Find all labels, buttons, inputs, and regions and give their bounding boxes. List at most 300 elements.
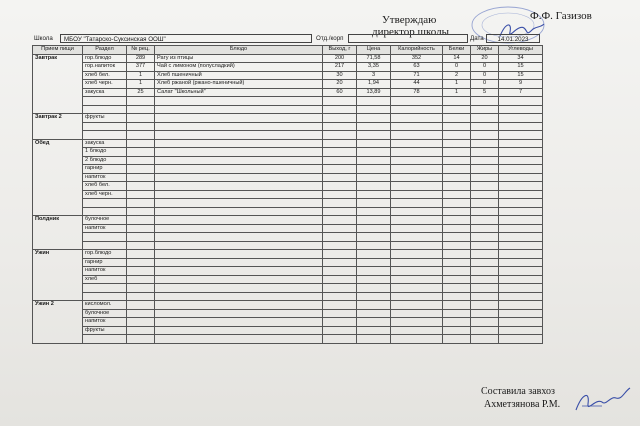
- cell-carbs: [499, 148, 543, 157]
- cell-protein: [443, 301, 471, 310]
- table-row: [33, 71, 543, 80]
- table-row: [33, 241, 543, 250]
- cell-kcal: [391, 182, 443, 191]
- table-row: [33, 284, 543, 293]
- cell-section: хлеб черн.: [83, 80, 127, 89]
- cell-carbs: [499, 105, 543, 114]
- table-row: [33, 148, 543, 157]
- cell-kcal: [391, 114, 443, 123]
- table-row: [33, 97, 543, 106]
- cell-protein: [443, 267, 471, 276]
- date-field: 14.01.2023: [486, 34, 540, 43]
- cell-dish: [155, 199, 323, 208]
- cell-yield: [323, 318, 357, 327]
- cell-section: [83, 207, 127, 216]
- cell-kcal: [391, 131, 443, 140]
- cell-protein: 14: [443, 54, 471, 63]
- cell-kcal: 78: [391, 88, 443, 97]
- cell-price: [357, 122, 391, 131]
- col-yield: Выход, г: [323, 46, 357, 55]
- table-row: [33, 207, 543, 216]
- cell-yield: [323, 114, 357, 123]
- menu-table: [32, 45, 543, 344]
- cell-section: [83, 284, 127, 293]
- cell-dish: [155, 165, 323, 174]
- cell-protein: [443, 114, 471, 123]
- cell-carbs: [499, 258, 543, 267]
- cell-section: гор.блюдо: [83, 250, 127, 259]
- cell-recipe: [127, 105, 155, 114]
- cell-fat: [471, 122, 499, 131]
- col-section: Раздел: [83, 46, 127, 55]
- cell-fat: [471, 216, 499, 225]
- cell-yield: [323, 292, 357, 301]
- cell-price: [357, 182, 391, 191]
- table-row: [33, 301, 543, 310]
- cell-yield: [323, 122, 357, 131]
- cell-dish: Хлеб пшеничный: [155, 71, 323, 80]
- cell-kcal: [391, 250, 443, 259]
- cell-recipe: [127, 233, 155, 242]
- cell-kcal: [391, 258, 443, 267]
- cell-fat: [471, 309, 499, 318]
- cell-kcal: [391, 335, 443, 344]
- cell-dish: [155, 301, 323, 310]
- cell-kcal: [391, 190, 443, 199]
- cell-price: [357, 267, 391, 276]
- cell-protein: [443, 216, 471, 225]
- cell-price: [357, 190, 391, 199]
- cell-dish: [155, 275, 323, 284]
- cell-price: 13,89: [357, 88, 391, 97]
- cell-fat: [471, 292, 499, 301]
- cell-section: [83, 97, 127, 106]
- table-row: [33, 131, 543, 140]
- cell-yield: 200: [323, 54, 357, 63]
- cell-fat: [471, 284, 499, 293]
- cell-section: [83, 105, 127, 114]
- cell-carbs: [499, 292, 543, 301]
- cell-recipe: [127, 267, 155, 276]
- meal-name: Обед: [33, 139, 83, 216]
- cell-protein: 1: [443, 88, 471, 97]
- cell-price: [357, 105, 391, 114]
- cell-dish: [155, 122, 323, 131]
- cell-protein: 1: [443, 80, 471, 89]
- cell-section: [83, 199, 127, 208]
- cell-carbs: 7: [499, 88, 543, 97]
- cell-recipe: 289: [127, 54, 155, 63]
- cell-price: [357, 301, 391, 310]
- col-carbs: Углеводы: [499, 46, 543, 55]
- cell-recipe: [127, 199, 155, 208]
- cell-kcal: [391, 165, 443, 174]
- cell-carbs: 15: [499, 71, 543, 80]
- cell-section: булочное: [83, 309, 127, 318]
- cell-recipe: [127, 190, 155, 199]
- cell-section: [83, 241, 127, 250]
- cell-fat: [471, 224, 499, 233]
- cell-yield: [323, 233, 357, 242]
- cell-recipe: [127, 207, 155, 216]
- cell-kcal: [391, 139, 443, 148]
- cell-recipe: [127, 258, 155, 267]
- table-row: [33, 139, 543, 148]
- cell-kcal: [391, 216, 443, 225]
- cell-carbs: [499, 122, 543, 131]
- cell-protein: [443, 224, 471, 233]
- cell-protein: [443, 97, 471, 106]
- cell-section: напиток: [83, 173, 127, 182]
- cell-protein: [443, 207, 471, 216]
- cell-fat: 5: [471, 88, 499, 97]
- cell-fat: [471, 114, 499, 123]
- cell-section: [83, 131, 127, 140]
- cell-kcal: [391, 148, 443, 157]
- cell-price: [357, 148, 391, 157]
- cell-section: булочное: [83, 216, 127, 225]
- cell-carbs: [499, 309, 543, 318]
- cell-recipe: [127, 122, 155, 131]
- cell-kcal: [391, 122, 443, 131]
- cell-carbs: 15: [499, 63, 543, 72]
- cell-carbs: [499, 335, 543, 344]
- cell-price: [357, 156, 391, 165]
- table-row: [33, 224, 543, 233]
- cell-yield: [323, 156, 357, 165]
- cell-price: 1,94: [357, 80, 391, 89]
- cell-protein: [443, 165, 471, 174]
- col-dish: Блюдо: [155, 46, 323, 55]
- cell-carbs: [499, 301, 543, 310]
- approve-line-1: Утверждаю: [382, 14, 437, 26]
- cell-price: [357, 326, 391, 335]
- table-row: [33, 335, 543, 344]
- cell-fat: 0: [471, 63, 499, 72]
- cell-section: напиток: [83, 267, 127, 276]
- cell-yield: 20: [323, 80, 357, 89]
- cell-dish: [155, 267, 323, 276]
- cell-section: хлеб: [83, 275, 127, 284]
- cell-kcal: [391, 284, 443, 293]
- cell-yield: [323, 190, 357, 199]
- cell-yield: [323, 207, 357, 216]
- cell-yield: [323, 241, 357, 250]
- cell-recipe: [127, 139, 155, 148]
- cell-yield: [323, 182, 357, 191]
- cell-carbs: [499, 199, 543, 208]
- meal-name: Завтрак 2: [33, 114, 83, 140]
- school-field: МБОУ "Татарско-Суксинская ООШ": [60, 34, 312, 43]
- cell-price: [357, 250, 391, 259]
- cell-carbs: [499, 250, 543, 259]
- cell-kcal: [391, 199, 443, 208]
- table-row: [33, 88, 543, 97]
- cell-protein: [443, 241, 471, 250]
- cell-carbs: 9: [499, 80, 543, 89]
- meal-name: Ужин 2: [33, 301, 83, 344]
- cell-dish: [155, 207, 323, 216]
- cell-dish: [155, 224, 323, 233]
- col-kcal: Калорийность: [391, 46, 443, 55]
- cell-recipe: [127, 301, 155, 310]
- cell-recipe: [127, 335, 155, 344]
- cell-dish: [155, 292, 323, 301]
- cell-kcal: [391, 292, 443, 301]
- cell-dish: [155, 318, 323, 327]
- cell-recipe: [127, 173, 155, 182]
- meal-name: Завтрак: [33, 54, 83, 114]
- table-row: [33, 173, 543, 182]
- cell-section: закуска: [83, 88, 127, 97]
- cell-carbs: [499, 190, 543, 199]
- cell-recipe: [127, 241, 155, 250]
- cell-dish: [155, 284, 323, 293]
- cell-price: [357, 97, 391, 106]
- cell-price: [357, 173, 391, 182]
- cell-section: [83, 233, 127, 242]
- cell-price: 3,35: [357, 63, 391, 72]
- cell-protein: [443, 105, 471, 114]
- col-price: Цена: [357, 46, 391, 55]
- cell-dish: Рагу из птицы: [155, 54, 323, 63]
- cell-recipe: [127, 148, 155, 157]
- cell-yield: [323, 301, 357, 310]
- cell-section: хлеб бел.: [83, 182, 127, 191]
- cell-recipe: [127, 131, 155, 140]
- table-row: [33, 54, 543, 63]
- cell-carbs: [499, 165, 543, 174]
- cell-price: 3: [357, 71, 391, 80]
- cell-dish: [155, 258, 323, 267]
- cell-section: фрукты: [83, 114, 127, 123]
- table-row: [33, 156, 543, 165]
- cell-protein: [443, 131, 471, 140]
- cell-recipe: [127, 165, 155, 174]
- meal-name: Ужин: [33, 250, 83, 301]
- cell-fat: [471, 207, 499, 216]
- cell-yield: [323, 139, 357, 148]
- table-row: [33, 216, 543, 225]
- menu-body: [33, 54, 543, 343]
- cell-carbs: [499, 318, 543, 327]
- cell-protein: [443, 190, 471, 199]
- cell-dish: Хлеб ржаной (ржано-пшеничный): [155, 80, 323, 89]
- cell-section: гор.напиток: [83, 63, 127, 72]
- cell-kcal: [391, 173, 443, 182]
- table-row: [33, 80, 543, 89]
- cell-protein: [443, 275, 471, 284]
- cell-kcal: [391, 224, 443, 233]
- cell-fat: [471, 267, 499, 276]
- cell-kcal: [391, 275, 443, 284]
- cell-yield: [323, 275, 357, 284]
- table-row: [33, 292, 543, 301]
- cell-yield: [323, 326, 357, 335]
- date-label: Дата: [470, 35, 484, 42]
- cell-recipe: [127, 156, 155, 165]
- director-name: Ф.Ф. Газизов: [530, 10, 592, 22]
- cell-recipe: [127, 284, 155, 293]
- cell-price: [357, 139, 391, 148]
- cell-price: [357, 207, 391, 216]
- cell-section: напиток: [83, 224, 127, 233]
- cell-recipe: [127, 216, 155, 225]
- cell-protein: [443, 139, 471, 148]
- cell-dish: [155, 131, 323, 140]
- cell-yield: [323, 148, 357, 157]
- table-row: [33, 122, 543, 131]
- cell-protein: [443, 318, 471, 327]
- cell-dish: Салат "Школьный": [155, 88, 323, 97]
- cell-section: 1 блюдо: [83, 148, 127, 157]
- cell-yield: [323, 97, 357, 106]
- cell-section: хлеб бел.: [83, 71, 127, 80]
- cell-dish: [155, 105, 323, 114]
- cell-carbs: [499, 233, 543, 242]
- cell-carbs: [499, 241, 543, 250]
- cell-recipe: 377: [127, 63, 155, 72]
- cell-dish: [155, 114, 323, 123]
- cell-dish: [155, 190, 323, 199]
- cell-yield: [323, 199, 357, 208]
- table-row: [33, 326, 543, 335]
- cell-yield: [323, 258, 357, 267]
- cell-price: [357, 199, 391, 208]
- col-fat: Жиры: [471, 46, 499, 55]
- cell-recipe: 1: [127, 80, 155, 89]
- cell-kcal: 352: [391, 54, 443, 63]
- cell-recipe: [127, 309, 155, 318]
- cell-kcal: [391, 233, 443, 242]
- cell-carbs: [499, 173, 543, 182]
- table-row: [33, 190, 543, 199]
- cell-yield: [323, 173, 357, 182]
- table-row: [33, 250, 543, 259]
- col-recipe: № рец.: [127, 46, 155, 55]
- cell-carbs: [499, 216, 543, 225]
- cell-section: фрукты: [83, 326, 127, 335]
- cell-protein: [443, 156, 471, 165]
- table-row: [33, 233, 543, 242]
- cell-price: [357, 275, 391, 284]
- cell-protein: [443, 335, 471, 344]
- cell-dish: [155, 173, 323, 182]
- cell-protein: [443, 309, 471, 318]
- cell-dish: [155, 139, 323, 148]
- cell-protein: [443, 292, 471, 301]
- cell-dish: [155, 335, 323, 344]
- cell-protein: [443, 182, 471, 191]
- cell-yield: [323, 250, 357, 259]
- cell-section: хлеб черн.: [83, 190, 127, 199]
- cell-price: [357, 318, 391, 327]
- cell-dish: [155, 309, 323, 318]
- cell-carbs: [499, 224, 543, 233]
- cell-yield: [323, 131, 357, 140]
- cell-dish: [155, 241, 323, 250]
- cell-fat: [471, 275, 499, 284]
- cell-carbs: [499, 207, 543, 216]
- cell-protein: [443, 173, 471, 182]
- cell-protein: [443, 250, 471, 259]
- cell-fat: [471, 165, 499, 174]
- cell-fat: [471, 156, 499, 165]
- cell-yield: [323, 267, 357, 276]
- supply-manager-signature-icon: [572, 384, 634, 418]
- cell-dish: [155, 233, 323, 242]
- cell-fat: [471, 182, 499, 191]
- cell-protein: 2: [443, 71, 471, 80]
- cell-price: [357, 165, 391, 174]
- cell-recipe: [127, 275, 155, 284]
- cell-fat: [471, 258, 499, 267]
- cell-fat: 0: [471, 80, 499, 89]
- cell-recipe: [127, 250, 155, 259]
- col-protein: Белки: [443, 46, 471, 55]
- cell-carbs: 34: [499, 54, 543, 63]
- cell-price: [357, 258, 391, 267]
- cell-dish: [155, 326, 323, 335]
- cell-yield: [323, 224, 357, 233]
- cell-fat: [471, 326, 499, 335]
- cell-section: [83, 122, 127, 131]
- cell-section: [83, 292, 127, 301]
- cell-kcal: 44: [391, 80, 443, 89]
- cell-fat: [471, 199, 499, 208]
- cell-protein: [443, 326, 471, 335]
- cell-section: гарнир: [83, 258, 127, 267]
- cell-section: [83, 335, 127, 344]
- cell-yield: 217: [323, 63, 357, 72]
- cell-carbs: [499, 156, 543, 165]
- cell-kcal: [391, 267, 443, 276]
- cell-dish: [155, 182, 323, 191]
- approve-line-2: директор школы: [372, 26, 449, 38]
- cell-yield: [323, 105, 357, 114]
- cell-fat: [471, 97, 499, 106]
- cell-fat: [471, 148, 499, 157]
- cell-section: гарнир: [83, 165, 127, 174]
- table-row: [33, 275, 543, 284]
- cell-carbs: [499, 275, 543, 284]
- cell-recipe: [127, 97, 155, 106]
- cell-dish: Чай с лимоном (полусладкий): [155, 63, 323, 72]
- cell-recipe: [127, 292, 155, 301]
- cell-price: [357, 114, 391, 123]
- cell-fat: 0: [471, 71, 499, 80]
- cell-recipe: [127, 318, 155, 327]
- cell-carbs: [499, 284, 543, 293]
- cell-yield: 30: [323, 71, 357, 80]
- cell-kcal: [391, 241, 443, 250]
- table-row: [33, 267, 543, 276]
- cell-price: [357, 292, 391, 301]
- cell-fat: [471, 250, 499, 259]
- cell-fat: [471, 233, 499, 242]
- cell-protein: [443, 199, 471, 208]
- cell-carbs: [499, 326, 543, 335]
- cell-fat: [471, 318, 499, 327]
- cell-kcal: 71: [391, 71, 443, 80]
- cell-section: гор.блюдо: [83, 54, 127, 63]
- cell-yield: [323, 335, 357, 344]
- table-row: [33, 309, 543, 318]
- cell-yield: [323, 216, 357, 225]
- cell-fat: [471, 139, 499, 148]
- table-row: [33, 105, 543, 114]
- cell-protein: [443, 122, 471, 131]
